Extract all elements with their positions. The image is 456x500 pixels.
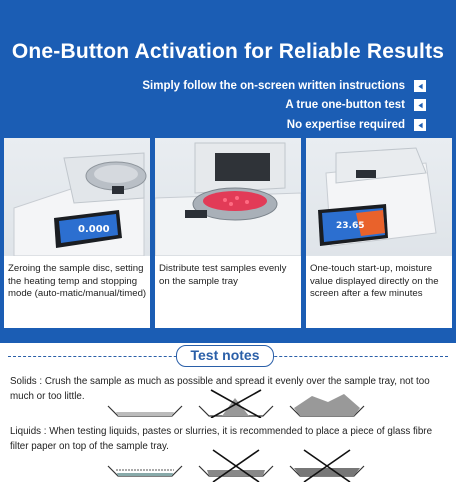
triangle-left-icon <box>414 99 426 111</box>
page-title: One-Button Activation for Reliable Results <box>11 40 445 63</box>
feature-label: A true one-button test <box>285 99 405 111</box>
step-caption: One-touch start-up, moisture value displayed directly on the screen after a few minutes <box>310 263 439 299</box>
triangle-left-icon <box>414 80 426 92</box>
screen-readout-zero: 0.000 <box>78 224 110 235</box>
step-panel-start <box>306 138 452 328</box>
triangle-left-icon <box>414 119 426 131</box>
analyzer-photo-result <box>306 138 452 256</box>
feature-item-instructions <box>142 78 426 94</box>
analyzer-photo-sample-tray <box>155 138 301 256</box>
liquids-instruction: Liquids : When testing liquids, pastes or slurries, it is recommended to place a piece of glass fibre filter paper on top of the sample tray. <box>10 426 433 452</box>
step-panel-zeroing <box>4 138 150 328</box>
tray-solid-even <box>106 392 184 418</box>
tray-solid-too-little <box>197 388 275 414</box>
step-caption: Zeroing the sample disc, setting the heating temp and stopping mode (auto-matic/manual/timed) <box>8 263 147 299</box>
feature-item-one-button <box>285 97 426 113</box>
step-caption: Distribute test samples evenly on the sample tray <box>159 263 287 287</box>
feature-label: No expertise required <box>286 119 405 131</box>
feature-item-no-expertise <box>287 117 426 133</box>
test-notes-heading: Test notes <box>176 345 274 367</box>
tray-liquid-excess <box>288 448 366 474</box>
screen-readout-moisture: 23.65 <box>336 221 365 231</box>
step-panel-distribute <box>155 138 301 328</box>
solids-instruction: Solids : Crush the sample as much as possible and spread it evenly over the sample tray, not too much or too little. <box>10 376 430 402</box>
tray-liquid-no-filter <box>197 448 275 474</box>
tray-liquid-with-filter <box>106 456 184 482</box>
feature-label: Simply follow the on-screen written instructions <box>142 80 405 92</box>
analyzer-photo-zeroing <box>4 138 150 256</box>
tray-solid-too-much <box>288 390 366 416</box>
